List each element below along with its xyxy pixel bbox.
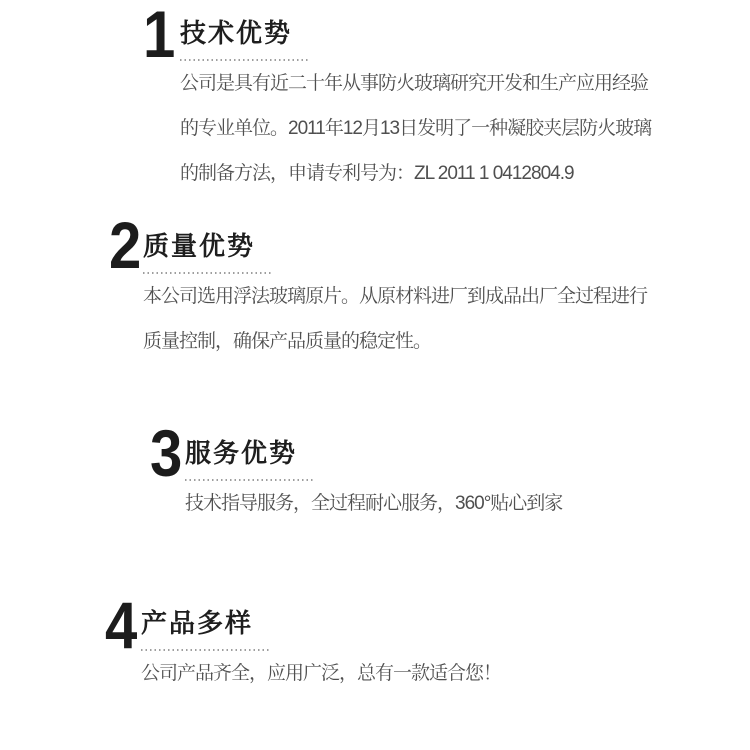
section-title: 产品多样 [141, 608, 254, 638]
section-title: 质量优势 [143, 231, 256, 261]
section-title: 服务优势 [185, 438, 298, 468]
section-title: 技术优势 [180, 18, 293, 48]
body-line: 公司是具有近二十年从事防火玻璃研究开发和生产应用经验 [180, 73, 649, 94]
body-line: 公司产品齐全，应用广泛，总有一款适合您！ [141, 663, 502, 684]
section-number: 4 [105, 588, 138, 662]
section-body [141, 651, 501, 696]
body-line: 技术指导服务，全过程耐心服务，360°贴心到家 [185, 493, 563, 514]
body-line: 的专业单位。2011年12月13日发明了一种凝胶夹层防火玻璃 [180, 118, 652, 139]
section-number: 3 [150, 416, 183, 490]
body-line: 本公司选用浮法玻璃原片。从原材料进厂到成品出厂全过程进行 [143, 286, 648, 307]
body-line: 的制备方法，申请专利号为：ZL 2011 1 0412804.9 [180, 163, 574, 184]
body-line: 质量控制，确保产品质量的稳定性。 [143, 331, 432, 352]
section-body [180, 61, 651, 196]
section-number: 1 [143, 0, 176, 71]
section-body [185, 481, 562, 526]
section-body [143, 274, 647, 364]
section-number: 2 [109, 208, 142, 282]
